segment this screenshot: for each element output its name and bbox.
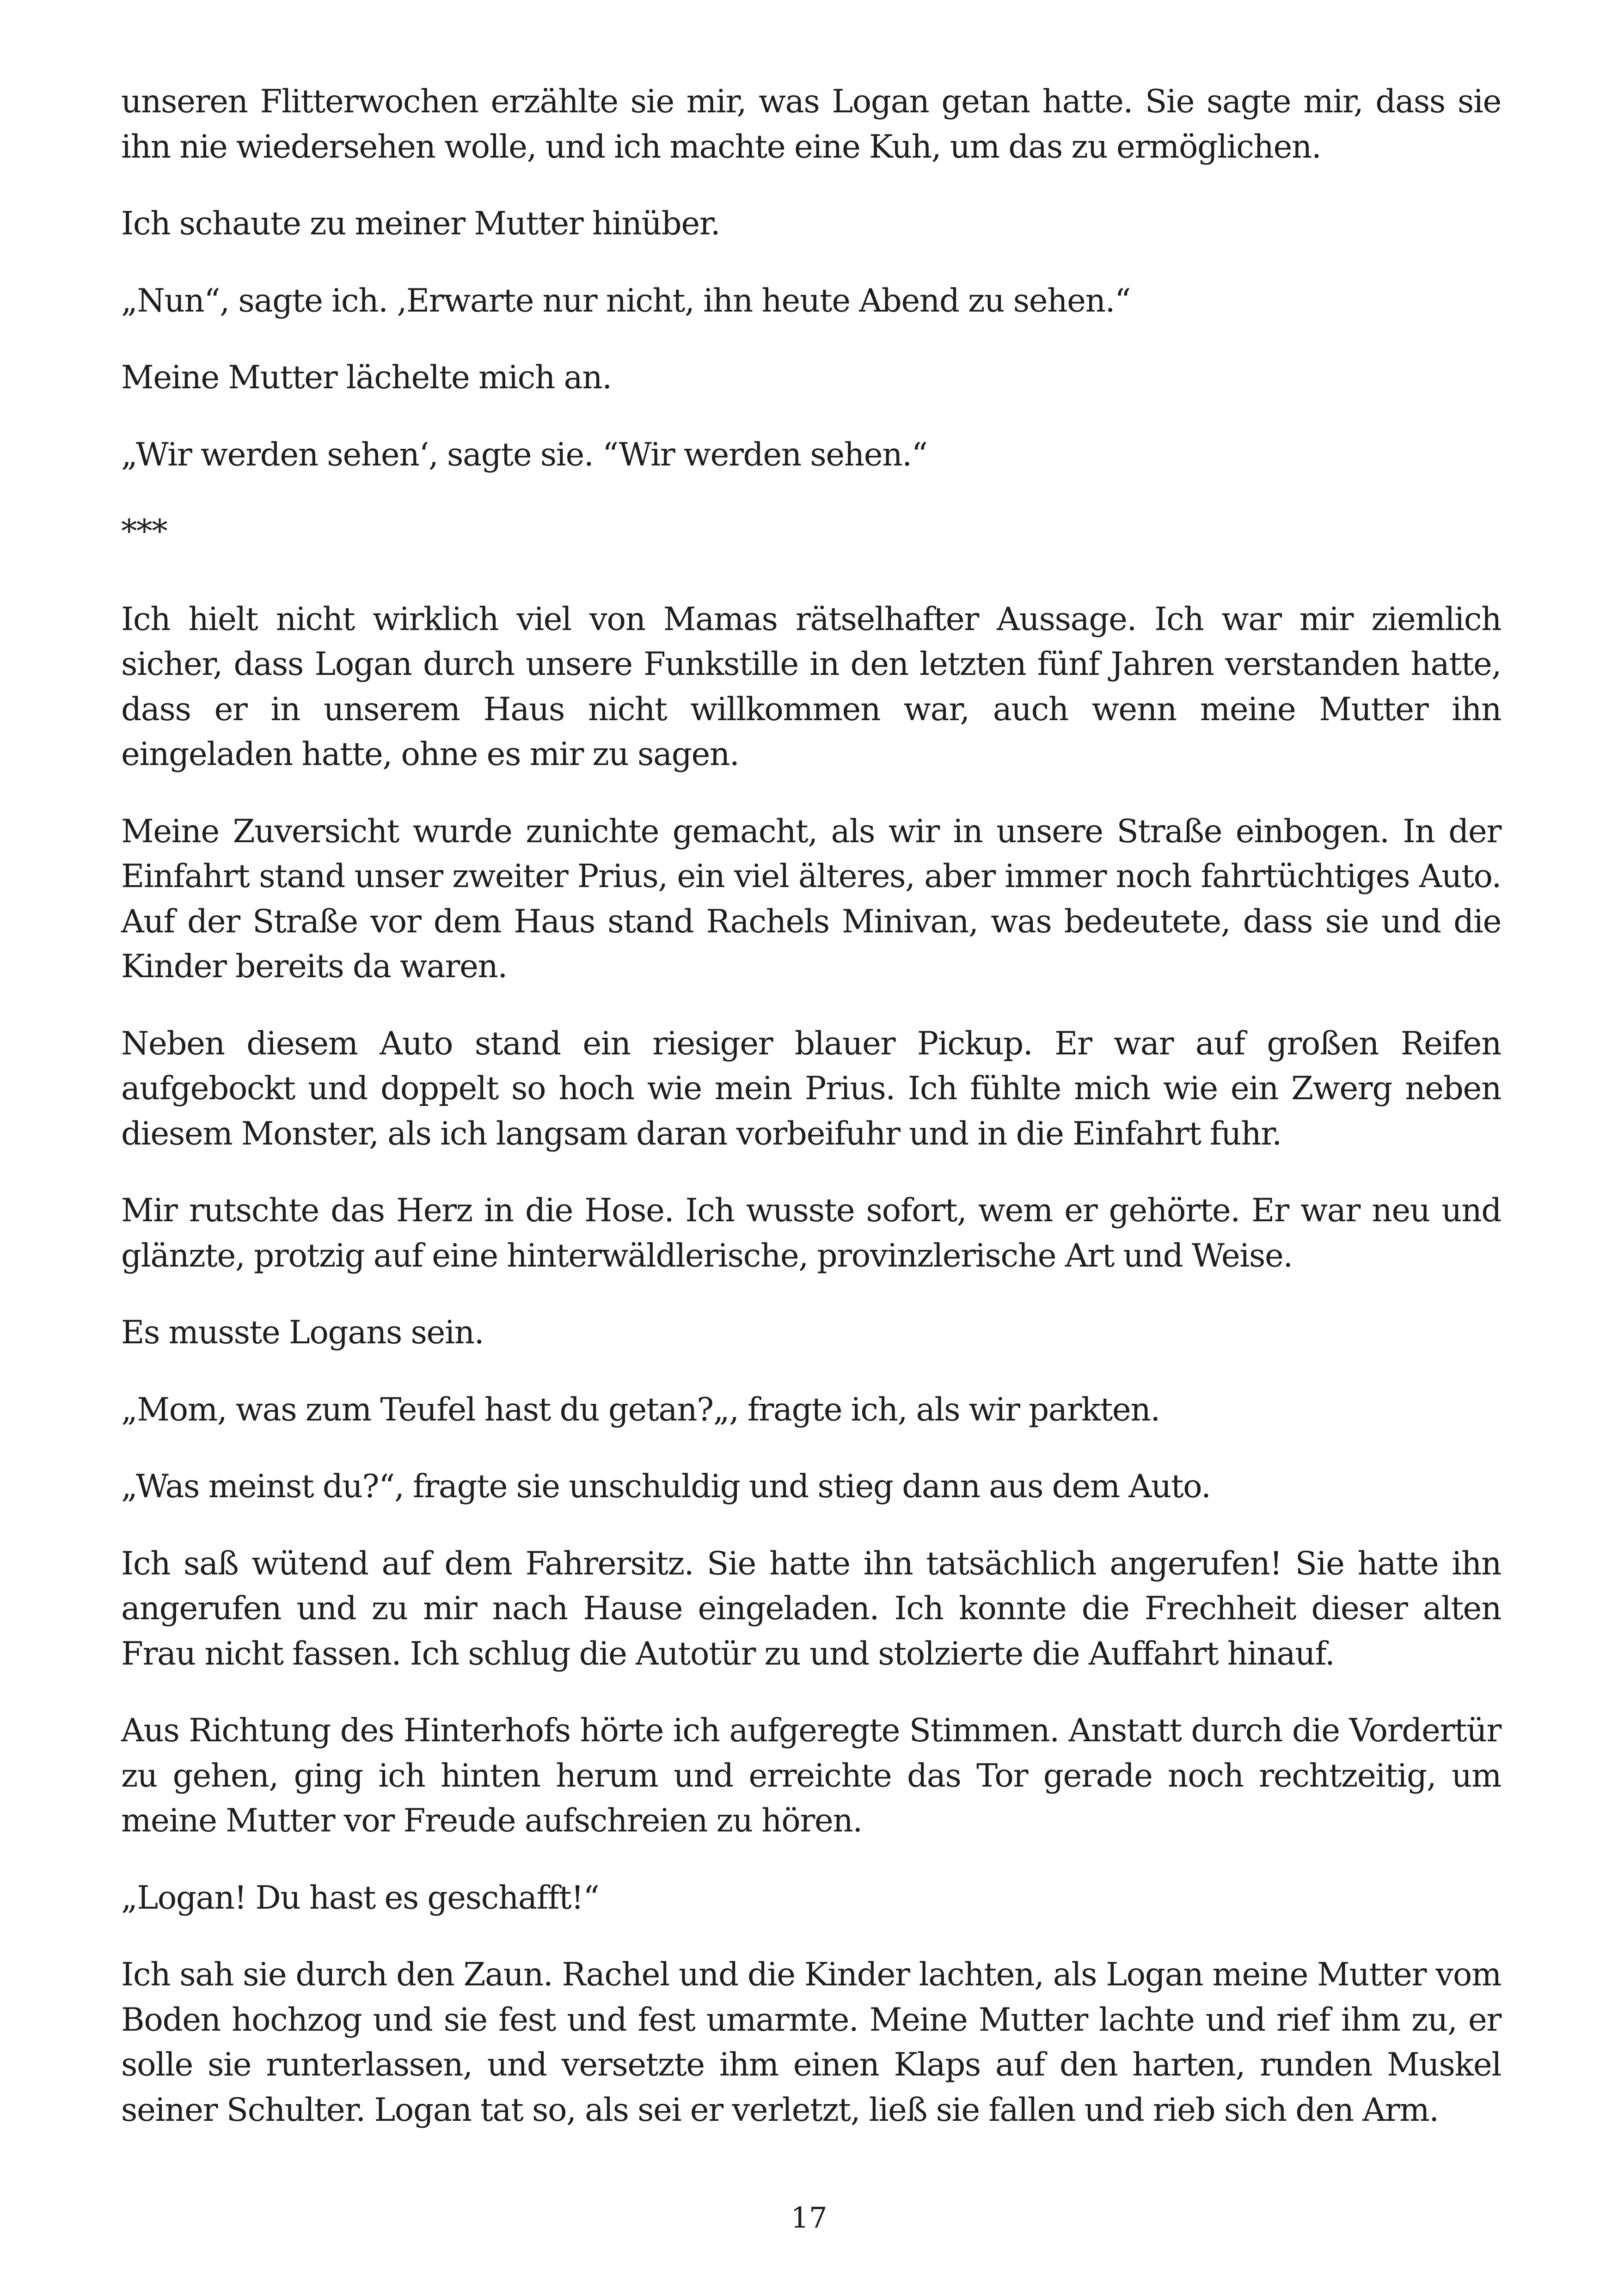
paragraph: Es musste Logans sein. <box>121 1314 484 1351</box>
paragraph: „Mom, was zum Teufel hast du getan?„, fragte ich, als wir parkten. <box>121 1391 1160 1428</box>
page-number: 17 <box>791 2201 827 2235</box>
paragraph: Meine Zuversicht wurde zunichte gemacht, als wir in unsere Straße einbogen. In der Einfahrt stand unser zweiter Prius, ein viel älteres, aber immer noch fahrtüchtiges Auto. Auf der Straße vor dem Haus stand Rachels Minivan, was bedeutete, dass sie und die Kinder bereits da waren. <box>121 813 1501 985</box>
paragraph: Ich schaute zu meiner Mutter hinüber. <box>121 205 720 242</box>
paragraph: Ich sah sie durch den Zaun. Rachel und die Kinder lachten, als Logan meine Mutter vom Boden hochzog und sie fest und fest umarmte. Meine Mutter lachte und rief ihm zu, er solle sie runterlassen, und versetzte ihm einen Klaps auf den harten, runden Muskel seiner Schulter. Logan tat so, als sei er verletzt, ließ sie fallen und rieb sich den Arm. <box>121 1956 1501 2129</box>
paragraph: „Logan! Du hast es geschafft!“ <box>121 1879 599 1916</box>
paragraph: Ich saß wütend auf dem Fahrersitz. Sie hatte ihn tatsächlich angerufen! Sie hatte ihn angerufen und zu mir nach Hause eingeladen. Ich konnte die Frechheit dieser alten Frau nicht fassen. Ich schlug die Autotür zu und stolzierte die Auffahrt hinauf. <box>121 1545 1501 1672</box>
paragraph: „Was meinst du?“, fragte sie unschuldig und stieg dann aus dem Auto. <box>121 1468 1211 1505</box>
paragraph: Meine Mutter lächelte mich an. <box>121 359 612 396</box>
paragraph: unseren Flitterwochen erzählte sie mir, was Logan getan hatte. Sie sagte mir, dass sie ihn nie wiedersehen wolle, und ich machte eine Kuh, um das zu ermöglichen. <box>121 83 1501 165</box>
paragraph: Ich hielt nicht wirklich viel von Mamas rätselhafter Aussage. Ich war mir ziemlich sicher, dass Logan durch unsere Funkstille in den letzten fünf Jahren verstanden hatte, dass er in unserem Haus nicht willkommen war, auch wenn meine Mutter ihn eingeladen hatte, ohne es mir zu sagen. <box>121 600 1501 773</box>
paragraph: „Nun“, sagte ich. ‚Erwarte nur nicht, ihn heute Abend zu sehen.“ <box>121 282 1131 319</box>
paragraph: „Wir werden sehen‘, sagte sie. “Wir werden sehen.“ <box>121 436 927 473</box>
scene-break: *** <box>121 513 167 550</box>
paragraph: Aus Richtung des Hinterhofs hörte ich aufgeregte Stimmen. Anstatt durch die Vordertür zu gehen, ging ich hinten herum und erreichte das Tor gerade noch rechtzeitig, um meine Mutter vor Freude aufschreien zu hören. <box>121 1712 1501 1839</box>
paragraph: Mir rutschte das Herz in die Hose. Ich wusste sofort, wem er gehörte. Er war neu und glänzte, protzig auf eine hinterwäldlerische, provinzlerische Art und Weise. <box>121 1192 1501 1274</box>
body-text <box>121 80 1501 2165</box>
paragraph: Neben diesem Auto stand ein riesiger blauer Pickup. Er war auf großen Reifen aufgebockt und doppelt so hoch wie mein Prius. Ich fühlte mich wie ein Zwerg neben diesem Monster, als ich langsam daran vorbeifuhr und in die Einfahrt fuhr. <box>121 1025 1501 1152</box>
